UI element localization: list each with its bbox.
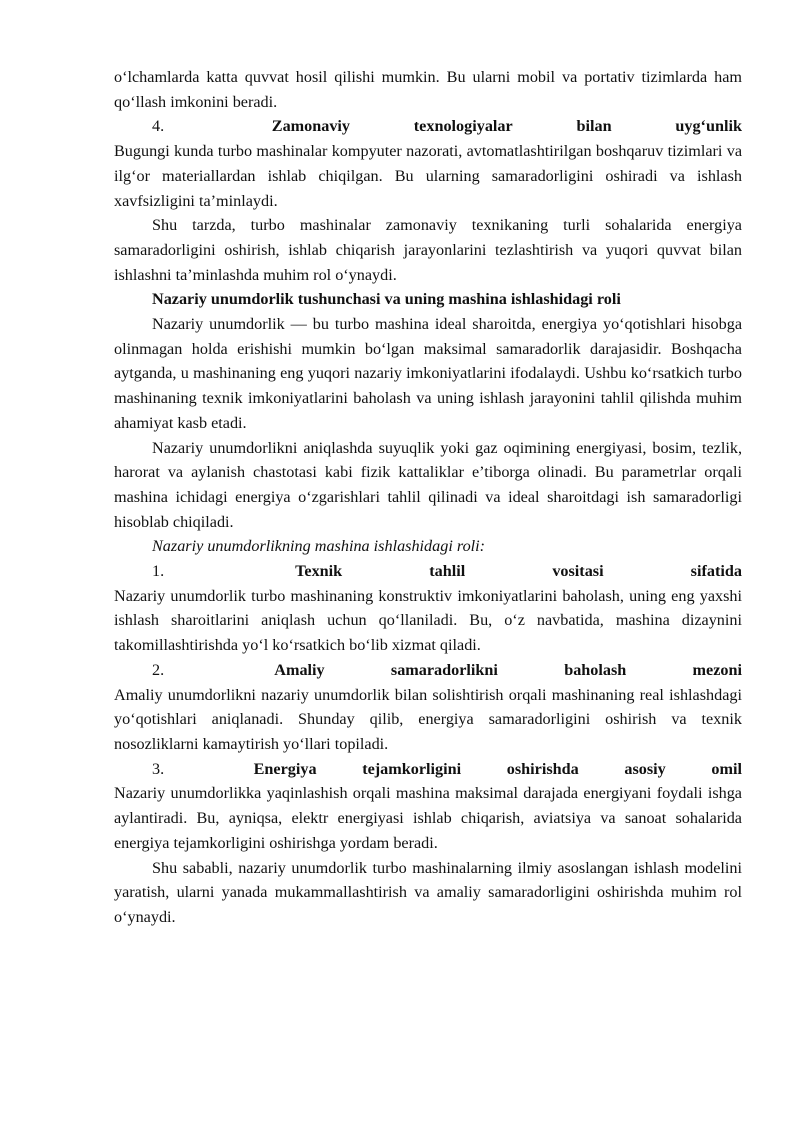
paragraph: Nazariy unumdorlikka yaqinlashish orqali mashina maksimal darajada energiyani foydali ishga aylantiradi. Bu, ayniqsa, elektr energiyasi ishlab chiqarish, aviatsiya va sanoat sohalarida energiya tejamkorligini oshirishga yordam beradi. bbox=[114, 784, 742, 852]
paragraph: Shu sababli, nazariy unumdorlik turbo mashinalarning ilmiy asoslangan ishlash modelini yaratish, ularni yanada mukammallashtirish va amaliy samaradorligini oshirishda muhim rol o‘ynaydi. bbox=[114, 858, 742, 926]
heading-word: uyg‘unlik bbox=[675, 117, 742, 136]
paragraph: Amaliy unumdorlikni nazariy unumdorlik bilan solishtirish orqali mashinaning real ishlashdagi yo‘qotishlari aniqlanadi. Shunday qilib, energiya samaradorligini oshirish va texnik nosozliklarni kamaytirish yo‘llari topiladi. bbox=[114, 685, 742, 753]
item-number: 2. bbox=[152, 660, 165, 679]
item-number: 1. bbox=[152, 562, 165, 581]
list-item-heading-2 bbox=[114, 658, 742, 683]
item-number: 3. bbox=[152, 759, 165, 778]
heading-word: Amaliy bbox=[274, 660, 325, 679]
paragraph: Nazariy unumdorlikni aniqlashda suyuqlik yoki gaz oqimining energiyasi, bosim, tezlik, harorat va aylanish chastotasi kabi fizik kattaliklar e’tiborga olinadi. Bu parametrlar orqali mashina ichidagi energiya o‘zgarishlari tahlil qilinadi va ideal sharoitdagi ish samaradorligi hisoblab chiqiladi. bbox=[114, 438, 742, 531]
paragraph: o‘lchamlarda katta quvvat hosil qilishi mumkin. Bu ularni mobil va portativ tizimlarda ham qo‘llash imkonini beradi. bbox=[114, 68, 742, 111]
heading-word: omil bbox=[711, 759, 742, 778]
heading-word: baholash bbox=[564, 660, 627, 679]
document-page bbox=[114, 65, 742, 930]
heading-word: tejamkorligini bbox=[362, 759, 462, 778]
heading-word: Zamonaviy bbox=[271, 117, 351, 136]
heading-word: oshirishda bbox=[506, 759, 579, 778]
paragraph: Nazariy unumdorlik — bu turbo mashina ideal sharoitda, energiya yo‘qotishlari hisobga olinmagan holda erishishi mumkin bo‘lgan maksimal samaradorlik darajasidir. Boshqacha aytganda, u mashinaning eng yuqori nazariy imkoniyatlarini ifodalaydi. Ushbu ko‘rsatkich turbo mashinaning texnik imkoniyatlarini baholash va uning ishlash jarayonini tahlil qilishda muhim ahamiyat kasb etadi. bbox=[114, 315, 742, 432]
heading-word: bilan bbox=[576, 117, 612, 136]
heading-word: mezoni bbox=[692, 660, 742, 679]
paragraph: Bugungi kunda turbo mashinalar kompyuter nazorati, avtomatlashtirilgan boshqaruv tizimlari va ilg‘or materiallardan ishlab chiqilgan. Bu ularning samaradorligini oshiradi va ishlash xavfsizligini ta’minlaydi. bbox=[114, 142, 742, 210]
heading-word: asosiy bbox=[624, 759, 666, 778]
heading-word: texnologiyalar bbox=[413, 117, 513, 136]
list-item-heading-1 bbox=[114, 559, 742, 584]
paragraph: Nazariy unumdorlik turbo mashinaning konstruktiv imkoniyatlarini baholash, uning eng yaxshi ishlash sharoitlarini aniqlash uchun qo‘llaniladi. Bu, o‘z navbatida, mashina dizaynini takomillashtirishda yo‘l ko‘rsatkich bo‘lib xizmat qiladi. bbox=[114, 586, 742, 655]
numbered-heading-4 bbox=[114, 114, 742, 139]
paragraph: Shu tarzda, turbo mashinalar zamonaviy texnikaning turli sohalarida energiya samaradorligini oshirish, ishlab chiqarish jarayonlarini tezlashtirish va yuqori quvvat bilan ishlashni ta’minlashda muhim rol o‘ynaydi. bbox=[114, 216, 742, 284]
heading-word: Texnik bbox=[295, 562, 343, 581]
list-item-heading-3 bbox=[114, 757, 742, 782]
italic-subtitle: Nazariy unumdorlikning mashina ishlashidagi roli: bbox=[152, 537, 486, 556]
heading-word: Energiya bbox=[253, 759, 317, 778]
section-title: Nazariy unumdorlik tushunchasi va uning mashina ishlashidagi roli bbox=[152, 290, 621, 309]
heading-word: vositasi bbox=[552, 562, 604, 581]
heading-number: 4. bbox=[152, 117, 165, 136]
heading-word: sifatida bbox=[690, 562, 742, 581]
heading-word: samaradorlikni bbox=[390, 660, 498, 679]
heading-word: tahlil bbox=[429, 562, 466, 581]
